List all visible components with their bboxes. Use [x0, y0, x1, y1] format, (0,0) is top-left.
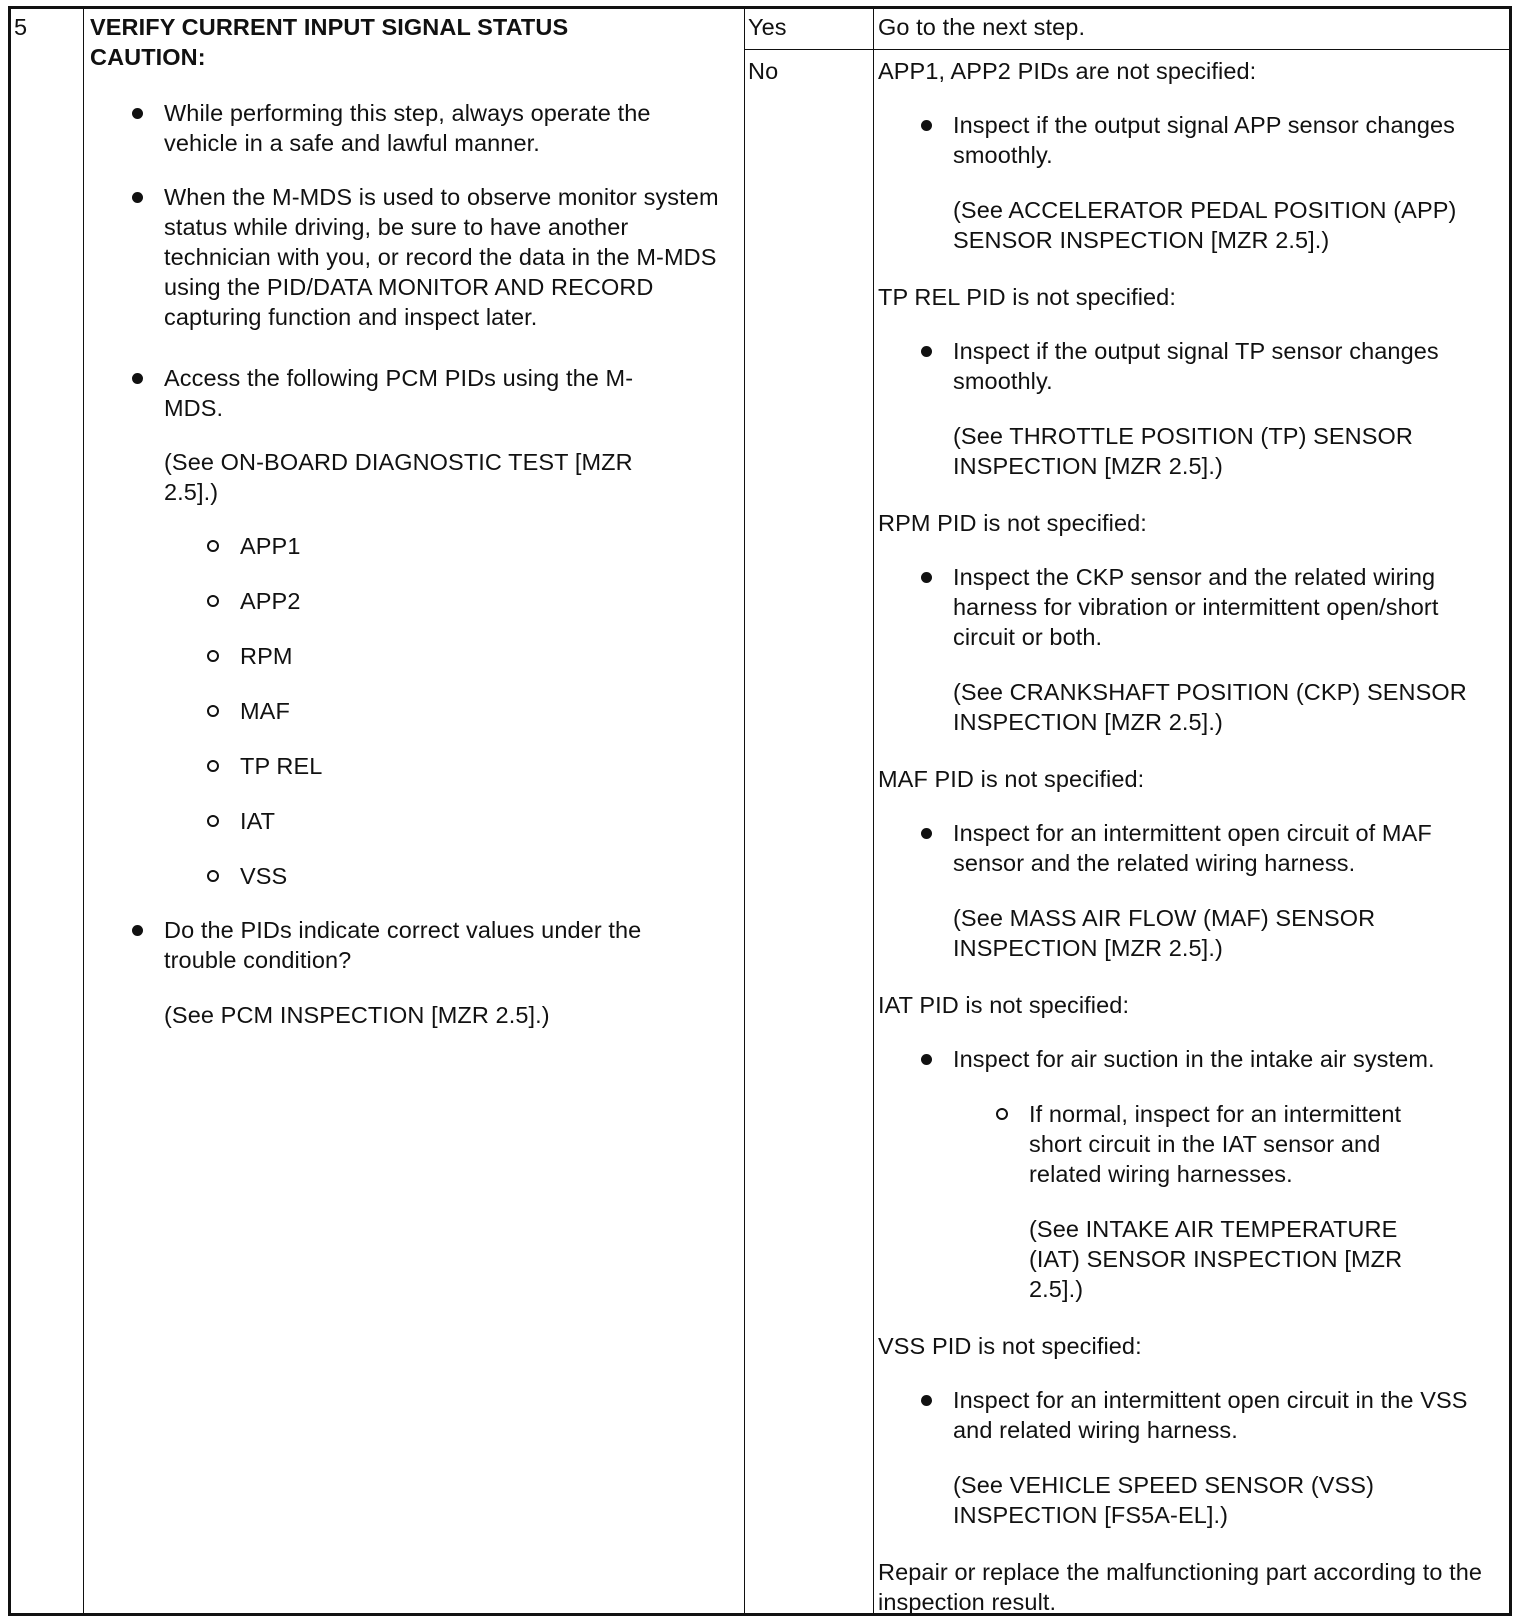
tp-heading: TP REL PID is not specified:	[878, 284, 1176, 310]
bullet-icon	[132, 108, 143, 119]
circle-bullet-icon	[207, 870, 219, 882]
iat-sub-bullet: If normal, inspect for an intermittent short circuit in the IAT sensor and related wiring harnesses.	[1029, 1101, 1402, 1187]
maf-heading: MAF PID is not specified:	[878, 766, 1145, 792]
vss-heading: VSS PID is not specified:	[878, 1333, 1142, 1359]
bullet-icon	[132, 925, 143, 936]
step-title: VERIFY CURRENT INPUT SIGNAL STATUS	[90, 14, 569, 40]
final-action: Repair or replace the malfunctioning part according to the inspection result.	[878, 1559, 1483, 1615]
pid-item: RPM	[240, 643, 293, 669]
bullet-icon	[921, 572, 932, 583]
yes-label: Yes	[748, 14, 787, 40]
rpm-heading: RPM PID is not specified:	[878, 510, 1147, 536]
caution-label: CAUTION:	[90, 44, 206, 70]
app-heading: APP1, APP2 PIDs are not specified:	[878, 58, 1257, 84]
circle-bullet-icon	[207, 760, 219, 772]
access-pids-bullet: Access the following PCM PIDs using the M-MDS.	[164, 365, 634, 421]
pid-item: IAT	[240, 808, 276, 834]
vss-bullet: Inspect for an intermittent open circuit in the VSS and related wiring harness.	[953, 1387, 1468, 1443]
circle-bullet-icon	[207, 705, 219, 717]
circle-bullet-icon	[207, 595, 219, 607]
bullet-icon	[132, 192, 143, 203]
app-reference: (See ACCELERATOR PEDAL POSITION (APP) SENSOR INSPECTION [MZR 2.5].)	[953, 197, 1457, 253]
bullet-icon	[921, 828, 932, 839]
question-bullet: Do the PIDs indicate correct values under the trouble condition?	[164, 917, 642, 973]
caution-bullet-safety: While performing this step, always operate the vehicle in a safe and lawful manner.	[164, 100, 651, 156]
yes-action: Go to the next step.	[878, 14, 1086, 40]
bullet-icon	[921, 120, 932, 131]
step-number: 5	[14, 14, 28, 40]
row-divider-yes-no	[744, 49, 1509, 50]
pid-item: TP REL	[240, 753, 323, 779]
maf-bullet: Inspect for an intermittent open circuit of MAF sensor and the related wiring harness.	[953, 820, 1432, 876]
pid-item: APP2	[240, 588, 301, 614]
circle-bullet-icon	[207, 540, 219, 552]
no-label: No	[748, 58, 779, 84]
tp-bullet: Inspect if the output signal TP sensor changes smoothly.	[953, 338, 1439, 394]
vss-reference: (See VEHICLE SPEED SENSOR (VSS) INSPECTION [FS5A-EL].)	[953, 1472, 1375, 1528]
bullet-icon	[921, 1054, 932, 1065]
circle-bullet-icon	[207, 815, 219, 827]
caution-bullet-mmds: When the M-MDS is used to observe monitor system status while driving, be sure to have another technician with you, or record the data in the M-MDS using the PID/DATA MONITOR AND RECORD capturing function and inspect later.	[164, 184, 719, 330]
app-bullet: Inspect if the output signal APP sensor changes smoothly.	[953, 112, 1456, 168]
pid-item: APP1	[240, 533, 301, 559]
col-divider-result	[873, 9, 874, 1613]
pid-item: VSS	[240, 863, 288, 889]
iat-bullet: Inspect for air suction in the intake air system.	[953, 1046, 1435, 1072]
iat-reference: (See INTAKE AIR TEMPERATURE (IAT) SENSOR INSPECTION [MZR 2.5].)	[1029, 1216, 1403, 1302]
col-divider-number	[83, 9, 84, 1613]
col-divider-action	[744, 9, 745, 1613]
rpm-reference: (See CRANKSHAFT POSITION (CKP) SENSOR INSPECTION [MZR 2.5].)	[953, 679, 1467, 735]
pid-item: MAF	[240, 698, 290, 724]
bullet-icon	[132, 373, 143, 384]
bullet-icon	[921, 346, 932, 357]
access-pids-reference: (See ON-BOARD DIAGNOSTIC TEST [MZR 2.5].)	[164, 449, 633, 505]
circle-bullet-icon	[996, 1108, 1008, 1120]
circle-bullet-icon	[207, 650, 219, 662]
question-reference: (See PCM INSPECTION [MZR 2.5].)	[164, 1002, 550, 1028]
rpm-bullet: Inspect the CKP sensor and the related wiring harness for vibration or intermittent open/short circuit or both.	[953, 564, 1439, 650]
maf-reference: (See MASS AIR FLOW (MAF) SENSOR INSPECTION [MZR 2.5].)	[953, 905, 1376, 961]
iat-heading: IAT PID is not specified:	[878, 992, 1130, 1018]
tp-reference: (See THROTTLE POSITION (TP) SENSOR INSPECTION [MZR 2.5].)	[953, 423, 1413, 479]
bullet-icon	[921, 1395, 932, 1406]
